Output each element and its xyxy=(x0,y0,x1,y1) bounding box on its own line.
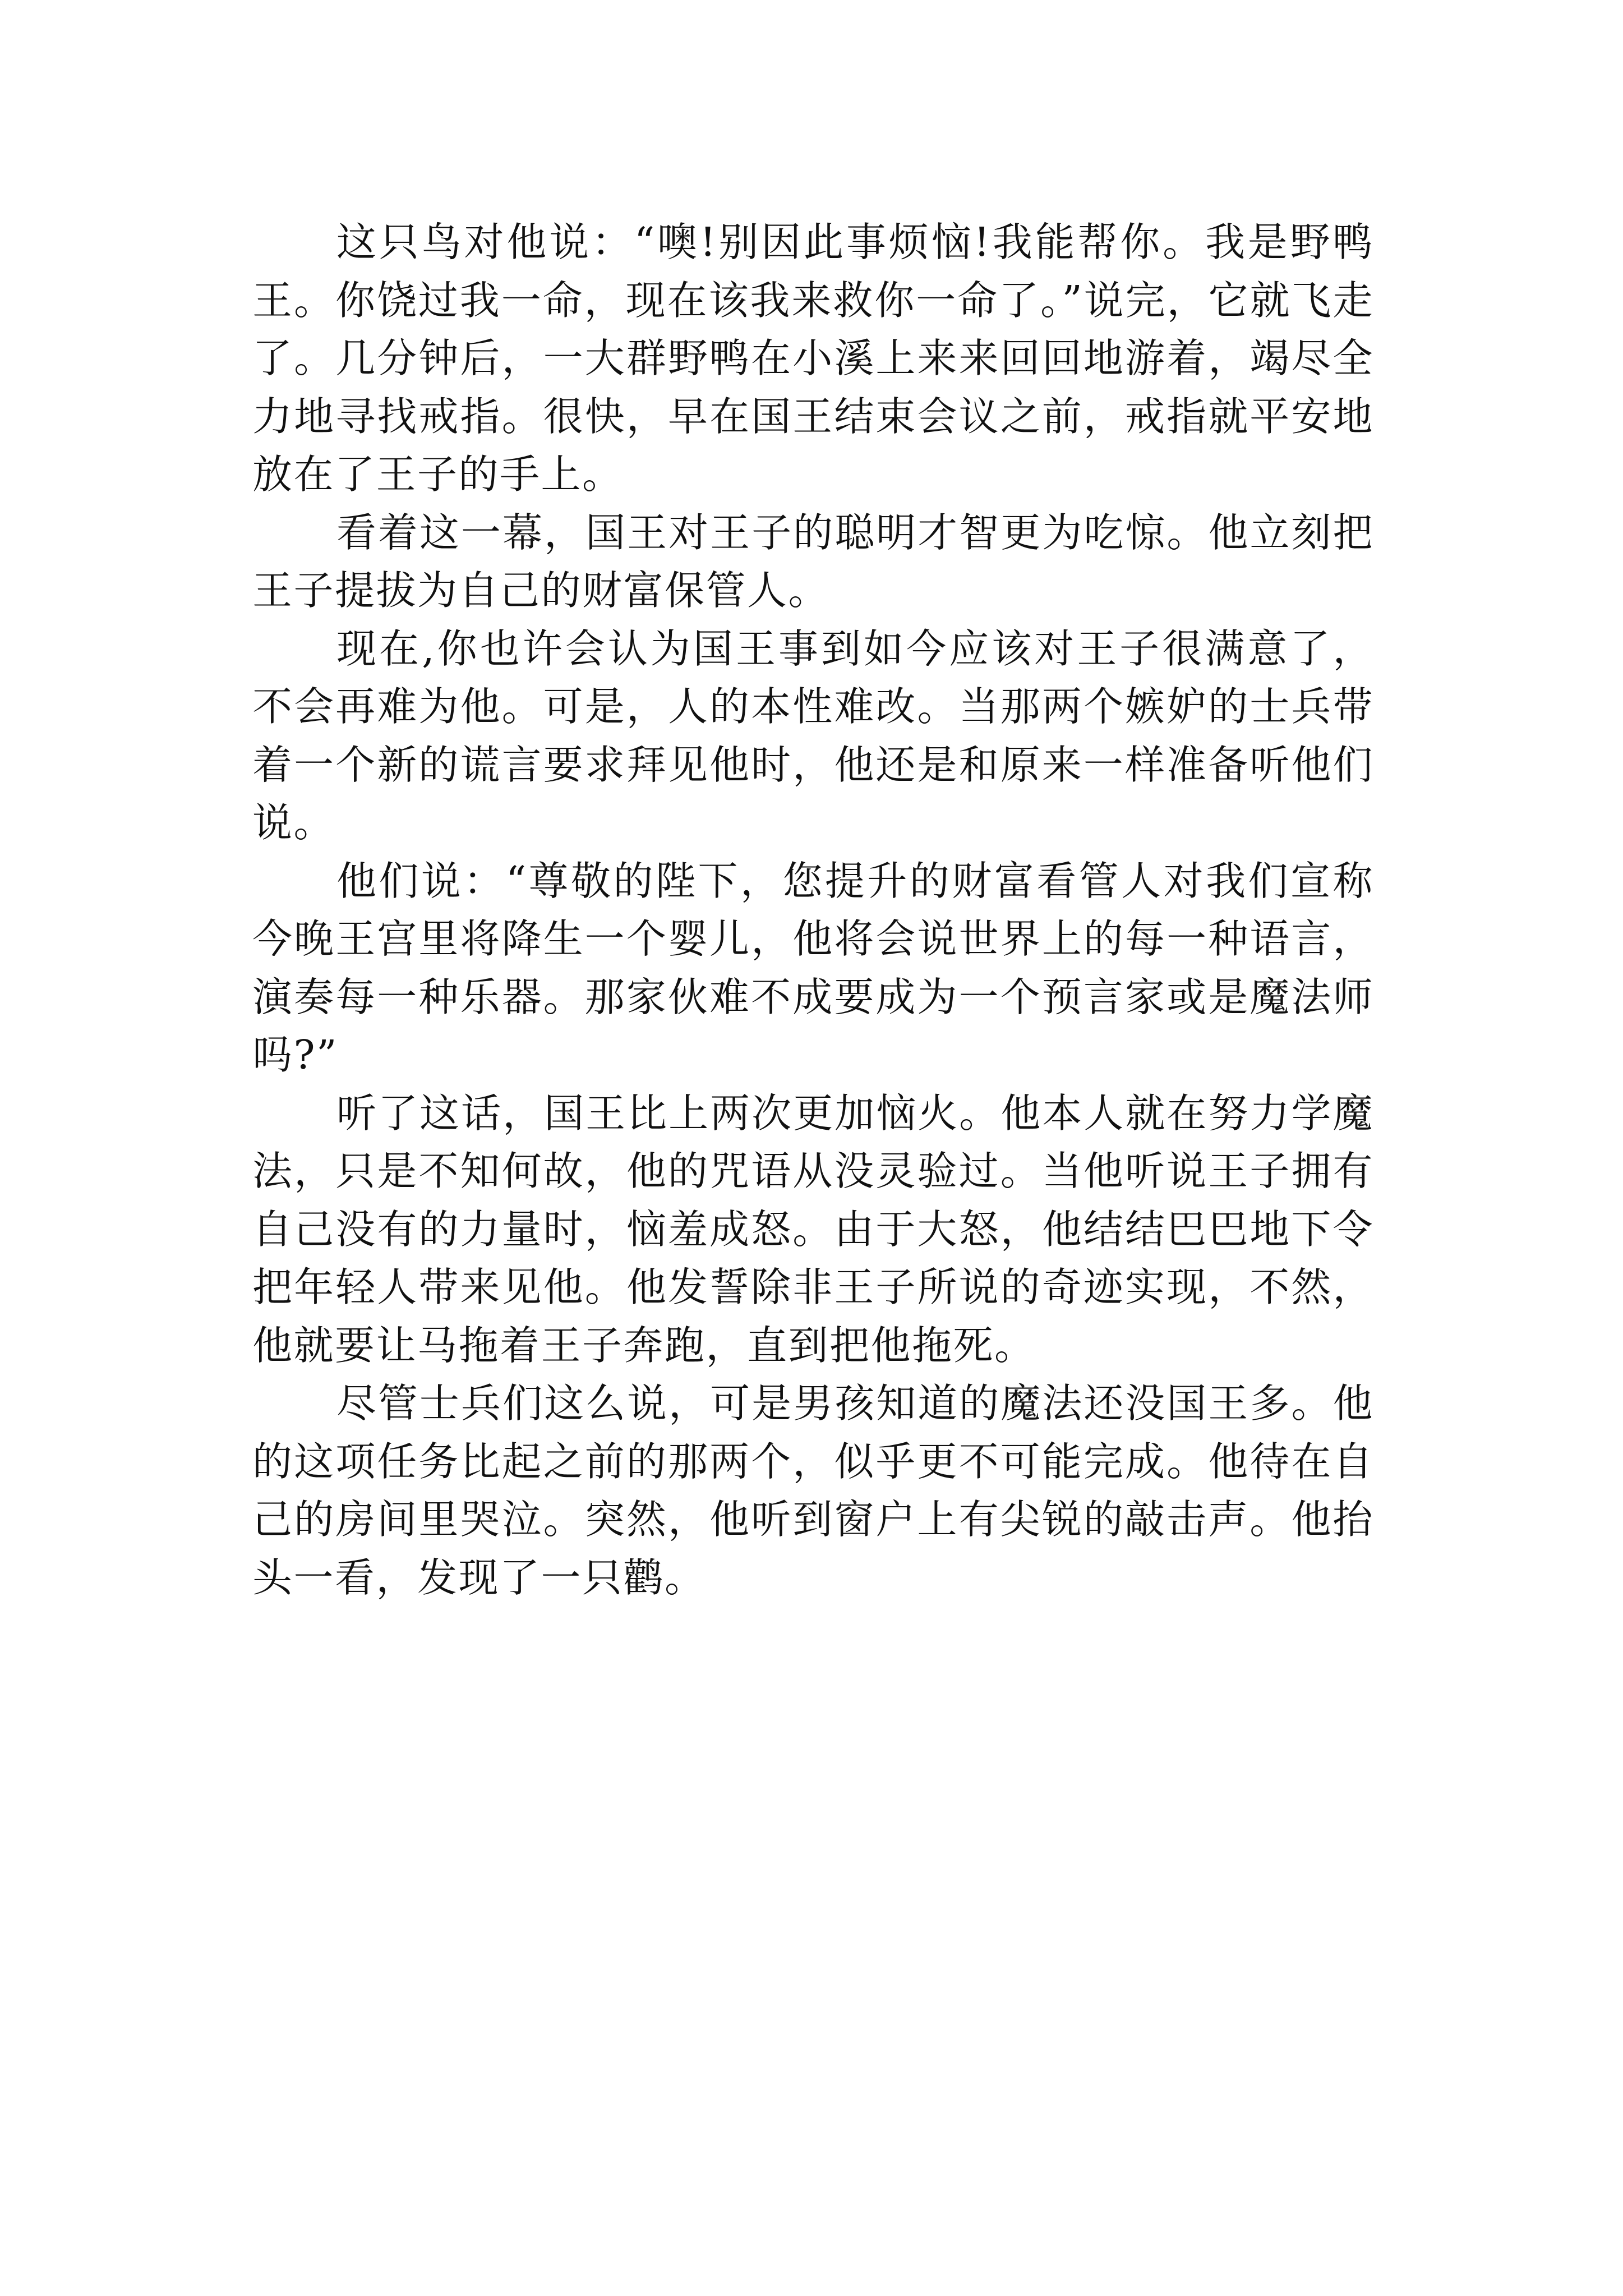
paragraph: 看着这一幕，国王对王子的聪明才智更为吃惊。他立刻把王子提拔为自己的财富保管人。 xyxy=(252,509,1374,614)
paragraph: 听了这话，国王比上两次更加恼火。他本人就在努力学魔法，只是不知何故，他的咒语从没灵验过。当他听说王子拥有自己没有的力量时，恼羞成怒。由于大怒，他结结巴巴地下令把年轻人带来见他。他发誓除非王子所说的奇迹实现，不然，他就要让马拖着王子奔跑，直到把他拖死。 xyxy=(252,1089,1374,1369)
paragraph: 尽管士兵们这么说，可是男孩知道的魔法还没国王多。他的这项任务比起之前的那两个，似乎更不可能完成。他待在自己的房间里哭泣。突然，他听到窗户上有尖锐的敲击声。他抬头一看，发现了一只鹳。 xyxy=(252,1380,1374,1601)
document-page xyxy=(252,213,1374,2120)
paragraph: 这只鸟对他说：“噢!别因此事烦恼!我能帮你。我是野鸭王。你饶过我一命，现在该我来救你一命了。”说完，它就飞走了。几分钟后，一大群野鸭在小溪上来来回回地游着，竭尽全力地寻找戒指。很快，早在国王结束会议之前，戒指就平安地放在了王子的手上。 xyxy=(252,219,1374,498)
paragraph: 现在,你也许会认为国王事到如今应该对王子很满意了，不会再难为他。可是，人的本性难改。当那两个嫉妒的士兵带着一个新的谎言要求拜见他时，他还是和原来一样准备听他们说。 xyxy=(252,625,1374,846)
paragraph: 他们说：“尊敬的陛下，您提升的财富看管人对我们宣称今晚王宫里将降生一个婴儿，他将会说世界上的每一种语言，演奏每一种乐器。那家伙难不成要成为一个预言家或是魔法师吗?” xyxy=(252,857,1374,1078)
